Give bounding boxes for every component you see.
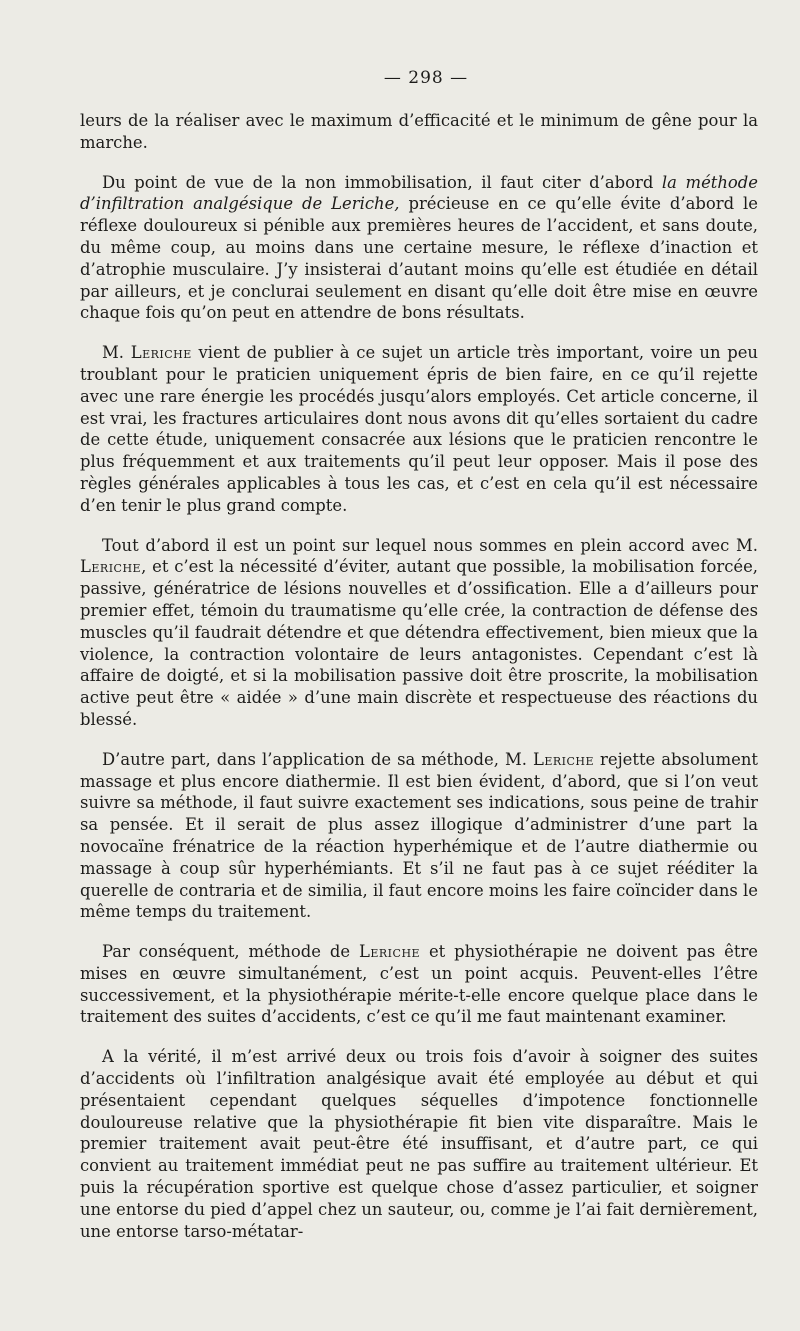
paragraph-5-text-a: D’autre part, dans l’application de sa méthode, M. (102, 749, 533, 769)
paragraph-2-text-b: précieuse en ce qu’elle évite d’abord le réflexe douloureux si pénible aux premières heures de l’accident, et sans doute, du même coup, au moins dans une certaine mesure, le réflexe d’inaction et d’atrophie musculaire. J’y insisterai d’autant moins qu’elle est étudiée en détail par ailleurs, et je conclurai seulement en disant qu’elle doit être mise en œuvre chaque fois qu’on peut en attendre de bons résultats. (80, 194, 758, 323)
paragraph-6 (80, 941, 758, 1028)
paragraph-5-text-b: rejette absolument massage et plus encore diathermie. Il est bien évident, d’abord, que si l’on veut suivre sa méthode, il faut suivre exactement ses indications, sous peine de trahir sa pensée. Et il serait de plus assez illogique d’administrer d’une part la novocaïne frénatrice de la réaction hyperhémique et de l’autre diathermie ou massage à coup sûr hyperhémiants. Et s’il ne faut pas à ce sujet rééditer la querelle de contraria et de similia, il faut encore moins les faire coïncider dans le même temps du traitement. (80, 749, 758, 922)
paragraph-4-text-a: Tout d’abord il est un point sur lequel nous sommes en plein accord avec M. (102, 535, 758, 555)
paragraph-6-text-b: et physiothérapie ne doivent pas être mises en œuvre simultanément, c’est un point acquis. Peuvent-elles l’être successivement, et la physiothérapie mérite-t-elle encore quelque place dans le traitement des suites d’accidents, c’est ce qu’il me faut maintenant examiner. (80, 942, 758, 1027)
paragraph-1 (80, 110, 758, 154)
paragraph-4 (80, 535, 758, 731)
paragraph-7 (80, 1046, 758, 1242)
paragraph-7-text: A la vérité, il m’est arrivé deux ou trois fois d’avoir à soigner des suites d’accidents où l’infiltration analgésique avait été employée au début et qui présentaient cependant quelques séquelles d’impotence fonctionnelle douloureuse relative que la physiothérapie fit bien vite disparaître. Mais le premier traitement avait peut-être été insuffisant, et d’autre part, ce qui convient au traitement immédiat peut ne pas suffire au traitement ultérieur. Et puis la récupération sportive est quelque chose d’assez particulier, et soigner une entorse du pied d’appel chez un sauteur, ou, comme je l’ai fait dernièrement, une entorse tarso-métatar- (80, 1047, 758, 1241)
paragraph-2 (80, 172, 758, 325)
paragraph-4-text-b: , et c’est la nécessité d’éviter, autant que possible, la mobilisation forcée, passive, génératrice de lésions nouvelles et d’ossification. Elle a d’ailleurs pour premier effet, témoin du traumatisme qu’elle crée, la contraction de défense des muscles qu’il faudrait détendre et que détendra effectivement, bien mieux que la violence, la contraction volontaire de leurs antagonistes. Cependant c’est là affaire de doigté, et si la mobilisation passive doit être proscrite, la mobilisation active peut être « aidée » d’une main discrète et respectueuse des réactions du blessé. (80, 557, 758, 729)
paragraph-3-text-b: vient de publier à ce sujet un article très important, voire un peu troublant pour le praticien uniquement épris de bien faire, en ce qu’il rejette avec une rare énergie les procédés jusqu’alors employés. Cet article concerne, il est vrai, les fractures articulaires dont nous avons dit qu’elles sortaient du cadre de cette étude, uniquement consacrée aux lésions que le praticien rencontre le plus fréquemment et aux traitements qu’il peut leur opposer. Mais il pose des règles générales applicables à tous les cas, et c’est en cela qu’il est nécessaire d’en tenir le plus grand compte. (80, 343, 758, 515)
paragraph-6-text-a: Par conséquent, méthode de (102, 942, 359, 962)
paragraph-2-text-a: Du point de vue de la non immobilisation, il faut citer d’abord (102, 172, 662, 192)
page-number: — 298 — (383, 68, 469, 88)
paragraph-3-text-a: M. (102, 343, 131, 363)
method-title-italic: la méthode d’infiltration analgésique de Leriche, (80, 172, 758, 214)
paragraph-5 (80, 749, 758, 923)
author-name-smallcaps: Leriche (130, 343, 192, 363)
author-name-smallcaps: Leriche (358, 942, 421, 962)
paragraph-3 (80, 342, 758, 516)
author-name-smallcaps: Leriche (532, 749, 595, 769)
author-name-smallcaps: Leriche (80, 557, 142, 577)
paragraph-1-text: leurs de la réaliser avec le maximum d’efficacité et le minimum de gêne pour la marche. (80, 111, 758, 152)
